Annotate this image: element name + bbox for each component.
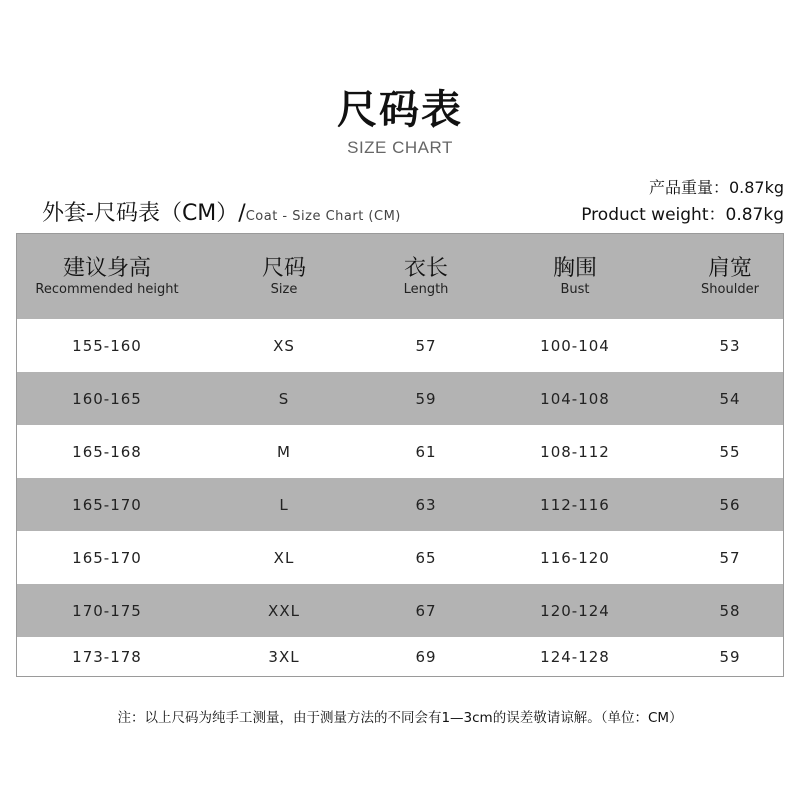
cell-size: XL [273, 548, 295, 567]
cell-size: L [279, 495, 289, 514]
cell-length: 57 [415, 336, 437, 355]
cell-length: 63 [415, 495, 437, 514]
product-weight-zh: 产品重量：0.87kg [648, 178, 784, 197]
coat-title-zh: 外套-尺码表（CM）/ [42, 201, 246, 226]
table-row [17, 478, 783, 531]
cell-shoulder: 56 [719, 495, 741, 514]
cell-bust: 112-116 [540, 495, 610, 514]
cell-length: 67 [415, 601, 437, 620]
page-title: 尺码表 [337, 86, 463, 133]
cell-shoulder: 54 [719, 389, 741, 408]
cell-shoulder: 58 [719, 601, 741, 620]
table-row [17, 372, 783, 425]
header-length: 衣长 Length [403, 255, 449, 297]
cell-height: 173-178 [72, 647, 142, 666]
page-subtitle: SIZE CHART [347, 138, 453, 157]
cell-shoulder: 59 [719, 647, 741, 666]
cell-height: 160-165 [72, 389, 142, 408]
cell-length: 61 [415, 442, 437, 461]
cell-bust: 108-112 [540, 442, 610, 461]
cell-length: 59 [415, 389, 437, 408]
cell-length: 65 [415, 548, 437, 567]
cell-height: 155-160 [72, 336, 142, 355]
cell-size: XXL [268, 601, 300, 620]
coat-title-en: Coat - Size Chart (CM) [245, 209, 401, 224]
cell-bust: 104-108 [540, 389, 610, 408]
header-bust: 胸围 Bust [552, 255, 598, 297]
cell-bust: 124-128 [540, 647, 610, 666]
cell-length: 69 [415, 647, 437, 666]
cell-height: 170-175 [72, 601, 142, 620]
table-row [17, 425, 783, 478]
table-row [17, 531, 783, 584]
header-size: 尺码 Size [261, 255, 307, 297]
cell-shoulder: 53 [719, 336, 741, 355]
cell-height: 165-170 [72, 548, 142, 567]
cell-bust: 116-120 [540, 548, 610, 567]
measurement-note: 注：以上尺码为纯手工测量，由于测量方法的不同会有1—3cm的误差敬请谅解。（单位：CM） [117, 710, 683, 726]
cell-size: 3XL [268, 647, 300, 666]
product-weight-en: Product weight：0.87kg [581, 205, 784, 225]
cell-shoulder: 55 [719, 442, 741, 461]
header-height: 建议身高 Recommended height [35, 255, 179, 297]
cell-bust: 100-104 [540, 336, 610, 355]
cell-size: M [277, 442, 291, 461]
coat-size-chart-title [42, 196, 401, 227]
table-row [17, 319, 783, 372]
header-shoulder: 肩宽 Shoulder [701, 255, 759, 297]
cell-size: S [278, 389, 290, 408]
cell-size: XS [273, 336, 295, 355]
size-table [16, 233, 784, 677]
cell-height: 165-168 [72, 442, 142, 461]
table-row [17, 637, 783, 676]
cell-shoulder: 57 [719, 548, 741, 567]
table-header-row [17, 234, 783, 319]
cell-bust: 120-124 [540, 601, 610, 620]
cell-height: 165-170 [72, 495, 142, 514]
table-row [17, 584, 783, 637]
